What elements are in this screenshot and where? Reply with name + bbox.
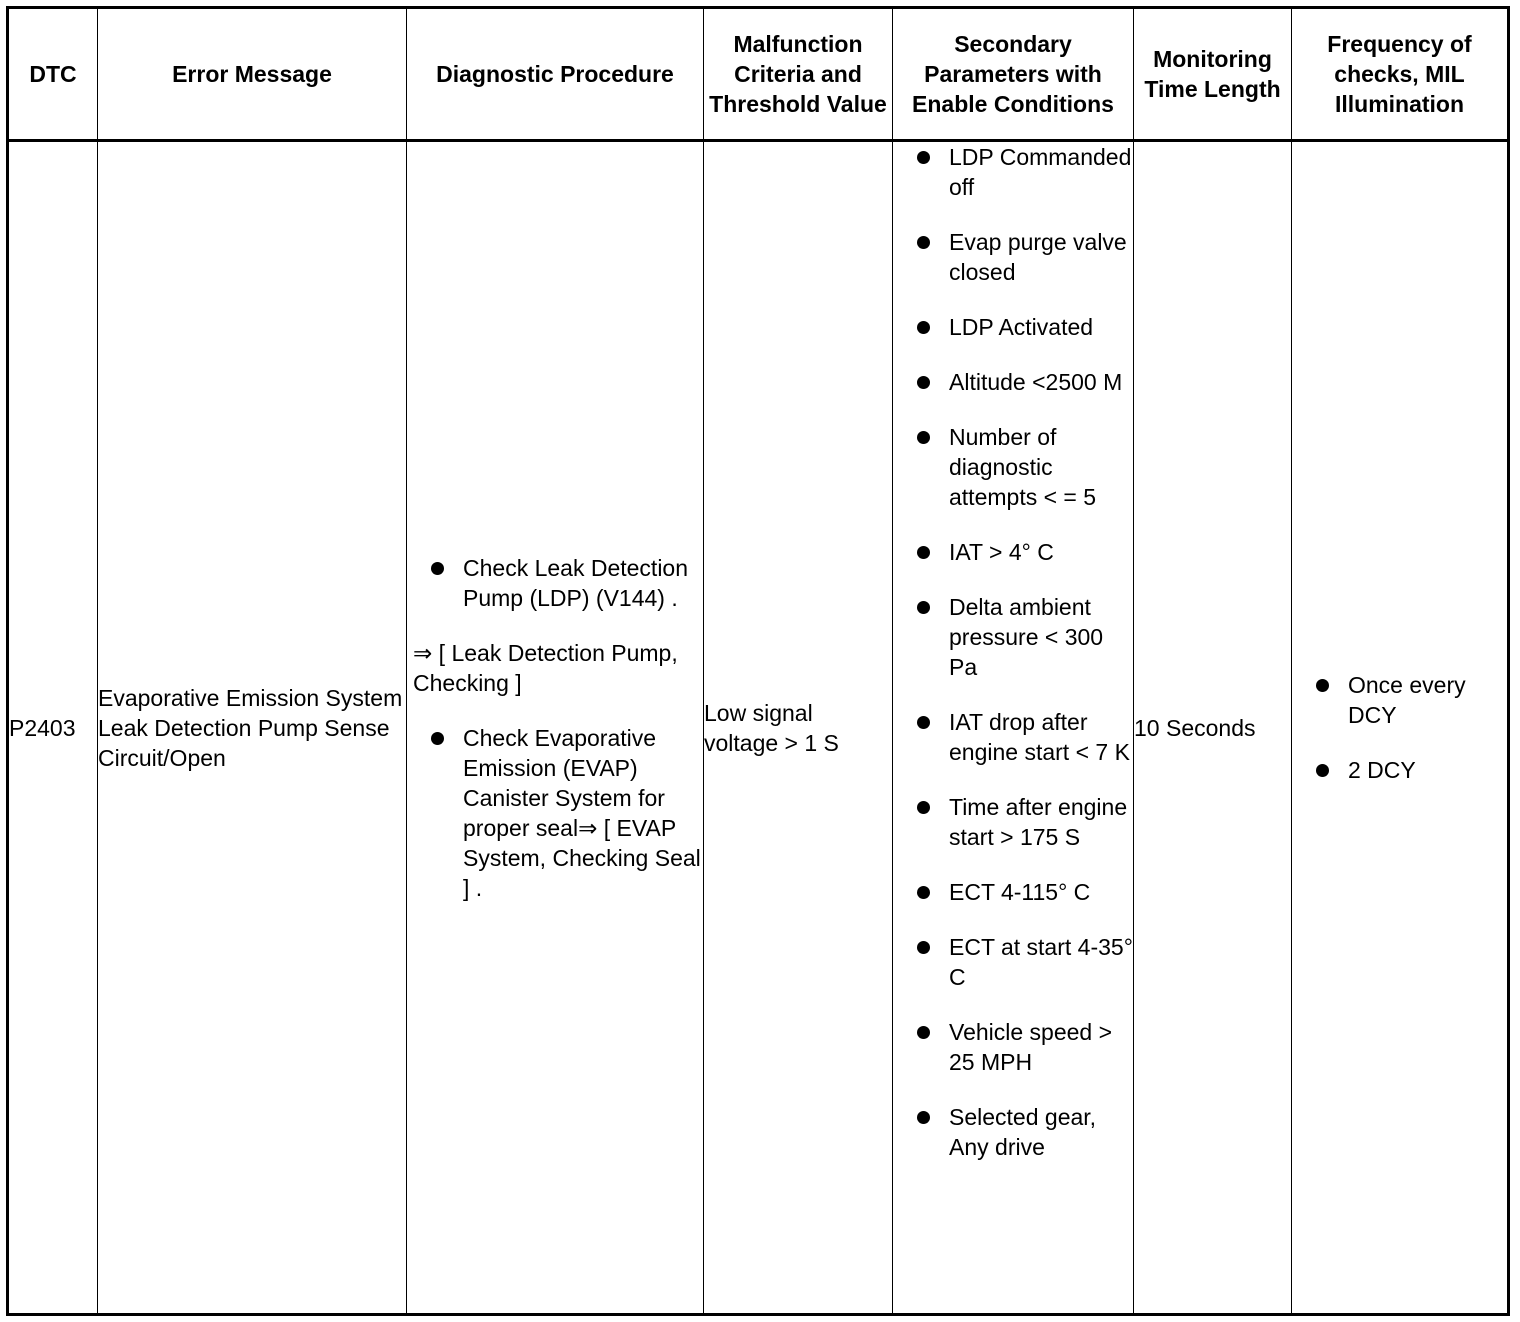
cell-error-message: Evaporative Emission System Leak Detection Pump Sense Circuit/Open	[98, 141, 407, 1315]
secondary-parameter-text: Number of diagnostic attempts < = 5	[949, 424, 1097, 510]
cell-dtc: P2403	[8, 141, 98, 1315]
frequency-list	[1292, 670, 1507, 785]
header-dtc: DTC	[8, 8, 98, 141]
header-error-message: Error Message	[98, 8, 407, 141]
bullet-icon	[917, 801, 930, 814]
secondary-parameter-text: IAT drop after engine start < 7 K	[949, 709, 1130, 765]
bullet-icon	[1316, 679, 1329, 692]
secondary-parameter-text: Selected gear, Any drive	[949, 1104, 1097, 1160]
diagnostic-list-1	[407, 553, 703, 613]
header-frequency: Frequency of checks, MIL Illumination	[1292, 8, 1509, 141]
diagnostic-list-2	[407, 723, 703, 903]
list-item	[893, 792, 1133, 852]
bullet-icon	[917, 431, 930, 444]
bullet-icon	[917, 941, 930, 954]
bullet-icon	[917, 376, 930, 389]
bullet-icon	[917, 151, 930, 164]
bullet-icon	[431, 562, 444, 575]
dtc-table	[6, 6, 1510, 1316]
header-malfunction-criteria: Malfunction Criteria and Threshold Value	[704, 8, 893, 141]
list-item	[893, 932, 1133, 992]
secondary-parameter-text: Altitude <2500 M	[949, 369, 1123, 395]
bullet-icon	[917, 601, 930, 614]
secondary-parameter-text: Delta ambient pressure < 300 Pa	[949, 594, 1104, 680]
cell-frequency	[1292, 141, 1509, 1315]
bullet-icon	[917, 546, 930, 559]
list-item	[893, 707, 1133, 767]
secondary-parameter-text: Time after engine start > 175 S	[949, 794, 1128, 850]
bullet-icon	[917, 886, 930, 899]
frequency-text: Once every DCY	[1348, 672, 1466, 728]
list-item	[893, 592, 1133, 682]
bullet-icon	[431, 732, 444, 745]
list-item	[893, 1017, 1133, 1077]
bullet-icon	[1316, 764, 1329, 777]
bullet-icon	[917, 1111, 930, 1124]
list-item	[1292, 755, 1507, 785]
list-item	[1292, 670, 1507, 730]
list-item	[893, 367, 1133, 397]
list-item	[893, 537, 1133, 567]
list-item	[893, 227, 1133, 287]
cell-secondary-parameters	[893, 141, 1134, 1315]
header-row	[8, 8, 1509, 141]
list-item	[893, 312, 1133, 342]
list-item	[893, 142, 1133, 202]
cell-malfunction-criteria: Low signal voltage > 1 S	[704, 141, 893, 1315]
bullet-icon	[917, 321, 930, 334]
bullet-icon	[917, 1026, 930, 1039]
diagnostic-item-text: Check Evaporative Emission (EVAP) Canister System for proper seal⇒ [ EVAP System, Checking Seal ] .	[463, 724, 701, 901]
cell-monitoring-time: 10 Seconds	[1134, 141, 1292, 1315]
list-item	[407, 723, 703, 903]
list-item	[407, 553, 703, 613]
frequency-text: 2 DCY	[1348, 757, 1416, 783]
list-item	[893, 1102, 1133, 1162]
secondary-parameter-text: ECT 4-115° C	[949, 879, 1091, 905]
secondary-parameter-text: LDP Activated	[949, 314, 1094, 340]
secondary-parameters-list	[893, 142, 1133, 1162]
diagnostic-item-text: Check Leak Detection Pump (LDP) (V144) .	[463, 554, 689, 611]
secondary-parameter-text: IAT > 4° C	[949, 539, 1054, 565]
secondary-parameter-text: Vehicle speed > 25 MPH	[949, 1019, 1113, 1075]
secondary-parameter-text: LDP Commanded off	[949, 144, 1132, 200]
bullet-icon	[917, 236, 930, 249]
header-monitoring-time: Monitoring Time Length	[1134, 8, 1292, 141]
diagnostic-reference: ⇒ [ Leak Detection Pump, Checking ]	[413, 639, 678, 696]
header-diagnostic-procedure: Diagnostic Procedure	[407, 8, 704, 141]
table-row	[8, 141, 1509, 1315]
bullet-icon	[917, 716, 930, 729]
secondary-parameter-text: Evap purge valve closed	[949, 229, 1127, 285]
list-item	[893, 877, 1133, 907]
list-item	[893, 422, 1133, 512]
header-secondary-parameters: Secondary Parameters with Enable Conditions	[893, 8, 1134, 141]
cell-diagnostic-procedure	[407, 141, 704, 1315]
secondary-parameter-text: ECT at start 4-35° C	[949, 934, 1133, 990]
